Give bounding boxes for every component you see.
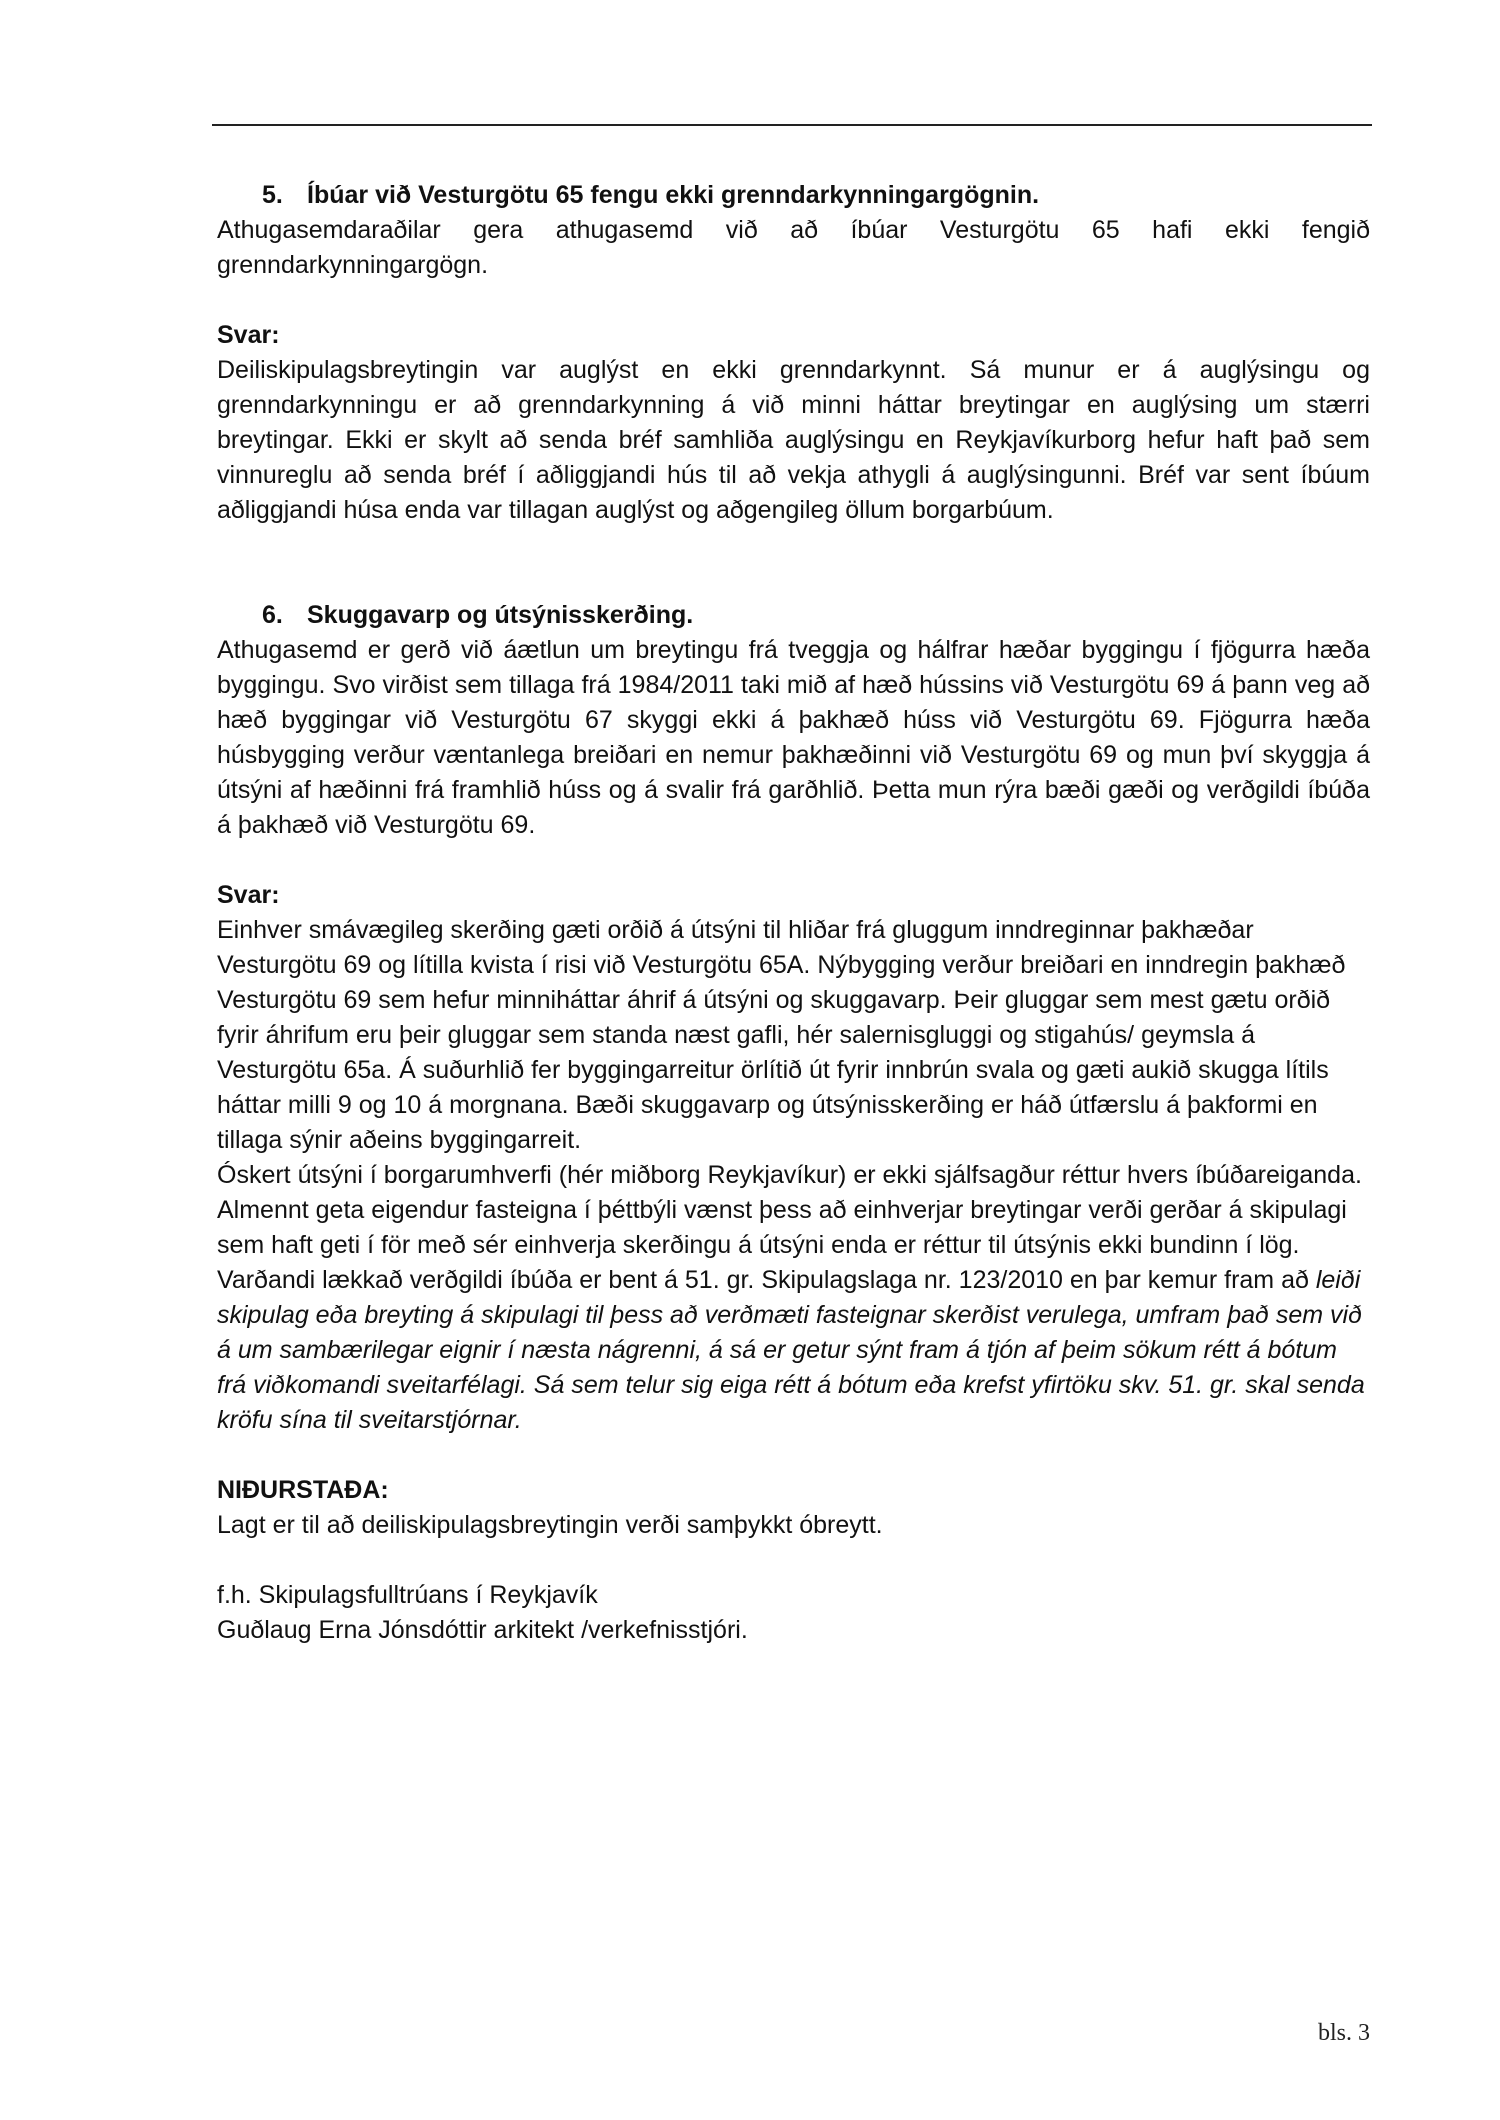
law-reference-text: Varðandi lækkað verðgildi íbúða er bent á 51. gr. Skipulagslaga nr. 123/2010 en þar kemur fram að <box>217 1266 1316 1294</box>
section-6-answer-paragraph-1: Einhver smávægileg skerðing gæti orðið á útsýni til hliðar frá gluggum inndreginnar þakhæðar Vesturgötu 69 og lítilla kvista í risi við Vesturgötu 65A. Nýbygging verður breiðari en inndregin þakhæð Vesturgötu 69 sem hefur minniháttar áhrif á útsýni og skuggavarp. Þeir gluggar sem mest gætu orðið fyrir áhrifum eru þeir gluggar sem standa næst gafli, hér salernisgluggi og stigahús/ geymsla á Vesturgötu 65a. Á suðurhlið fer byggingarreitur örlítið út fyrir innbrún svala og gæti aukið skugga lítils háttar milli 9 og 10 á morgnana. Bæði skuggavarp og útsýnisskerðing er háð útfærslu á þakformi en tillaga sýnir aðeins byggingarreit. <box>217 916 1346 1154</box>
section-6-answer-paragraph-3 <box>217 1263 1370 1438</box>
signature-line-2: Guðlaug Erna Jónsdóttir arkitekt /verkefnisstjóri. <box>217 1616 748 1644</box>
conclusion-text: Lagt er til að deiliskipulagsbreytingin verði samþykkt óbreytt. <box>217 1511 883 1539</box>
section-5-title: Íbúar við Vesturgötu 65 fengu ekki grenndarkynningargögnin. <box>307 181 1040 209</box>
section-6-heading <box>217 598 1370 633</box>
section-5-answer: Deiliskipulagsbreytingin var auglýst en ekki grenndarkynnt. Sá munur er á auglýsingu og grenndarkynningu er að grenndarkynning á við minni háttar breytingar en auglýsing um stærri breytingar. Ekki er skylt að senda bréf samhliða auglýsingu en Reykjavíkurborg hefur haft það sem vinnureglu að senda bréf í aðliggjandi hús til að vekja athygli á auglýsingunni. Bréf var sent íbúum aðliggjandi húsa enda var tillagan auglýst og aðgengileg öllum borgarbúum. <box>217 356 1370 524</box>
section-5-answer-label: Svar: <box>217 321 280 349</box>
section-6-answer-label: Svar: <box>217 881 280 909</box>
document-body <box>217 178 1370 1648</box>
section-6-answer-paragraph-2: Óskert útsýni í borgarumhverfi (hér miðborg Reykjavíkur) er ekki sjálfsagður réttur hvers íbúðareiganda. Almennt geta eigendur fasteigna í þéttbýli vænst þess að einhverjar breytingar verði gerðar á skipulagi sem haft geti í för með sér einhverja skerðingu á útsýni enda er réttur til útsýnis ekki bundinn í lög. <box>217 1161 1362 1259</box>
header-rule <box>212 124 1372 126</box>
section-5-body: Athugasemdaraðilar gera athugasemd við að íbúar Vesturgötu 65 hafi ekki fengið grenndarkynningargögn. <box>217 216 1370 279</box>
page-number: bls. 3 <box>1317 2020 1370 2046</box>
section-5-heading <box>217 178 1370 213</box>
conclusion-label: NIÐURSTAÐA: <box>217 1476 389 1504</box>
section-6-body: Athugasemd er gerð við áætlun um breytingu frá tveggja og hálfrar hæðar byggingu í fjögurra hæða byggingu. Svo virðist sem tillaga frá 1984/2011 taki mið af hæð hússins við Vesturgötu 69 á þann veg að hæð byggingar við Vesturgötu 67 skyggi ekki á þakhæð húss við Vesturgötu 69. Fjögurra hæða húsbygging verður væntanlega breiðari en nemur þakhæðinni við Vesturgötu 69 og mun því skyggja á útsýni af hæðinni frá framhlið húss og á svalir frá garðhlið. Þetta mun rýra bæði gæði og verðgildi íbúða á þakhæð við Vesturgötu 69. <box>217 636 1370 839</box>
signature-line-1: f.h. Skipulagsfulltrúans í Reykjavík <box>217 1581 598 1609</box>
section-6-number: 6. <box>262 601 283 629</box>
section-5-number: 5. <box>262 181 283 209</box>
law-quote-text: leiði skipulag eða breyting á skipulagi til þess að verðmæti fasteignar skerðist verulega, umfram það sem við á um sambærilegar eignir í næsta nágrenni, á sá er getur sýnt fram á tjón af þeim sökum rétt á bótum frá viðkomandi sveitarfélagi. Sá sem telur sig eiga rétt á bótum eða krefst yfirtöku skv. 51. gr. skal senda kröfu sína til sveitarstjórnar. <box>217 1266 1365 1434</box>
section-6-title: Skuggavarp og útsýnisskerðing. <box>307 601 694 629</box>
